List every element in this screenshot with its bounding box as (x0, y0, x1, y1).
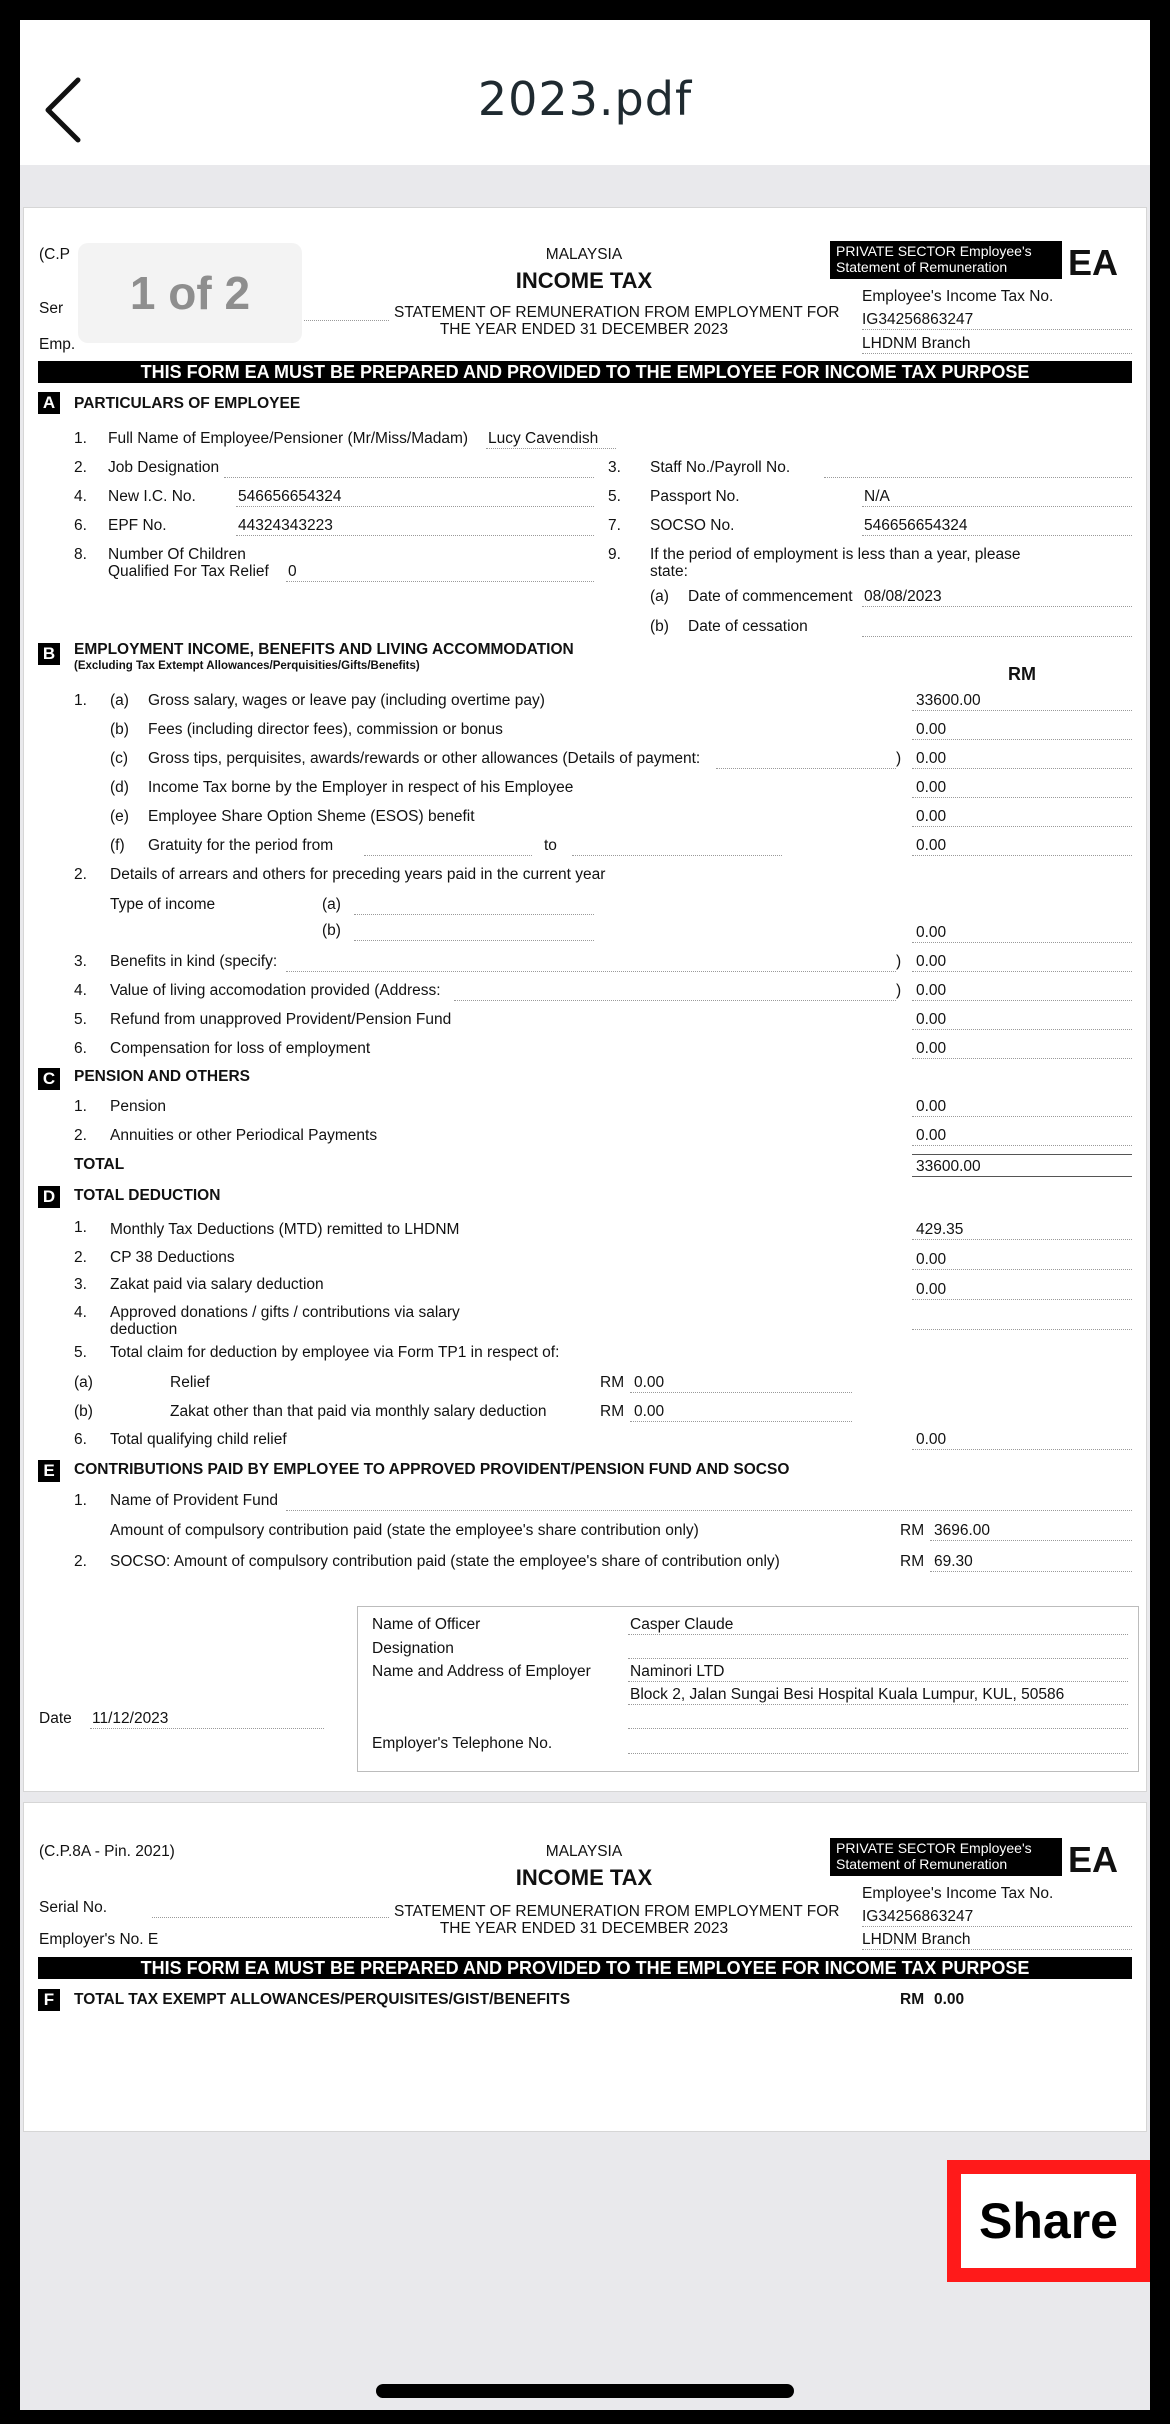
nav-bar (20, 20, 1150, 165)
private-box-line-2: Statement of Remuneration (836, 259, 1008, 275)
b-item-tag: (d) (110, 779, 129, 796)
children-value: 0 (288, 563, 297, 580)
employer-label-partial: Emp. (39, 336, 76, 353)
arrears-label: Details of arrears and others for preceding years paid in the current year (110, 866, 606, 883)
b-item-tag: (c) (110, 750, 129, 767)
private-box-line-1: PRIVATE SECTOR Employee's (836, 1840, 1032, 1856)
period-label-2: state: (650, 563, 688, 580)
item-number: 2. (74, 459, 87, 476)
b-item-label: Income Tax borne by the Employer in respect of his Employee (148, 779, 574, 796)
country-label: MALAYSIA (545, 1843, 623, 1860)
phone-label: Employer's Telephone No. (372, 1735, 553, 1752)
compensation-value: 0.00 (916, 1040, 947, 1057)
b-item-tag: (b) (110, 721, 129, 738)
child-relief-label: Total qualifying child relief (110, 1431, 287, 1448)
item-tag: (b) (74, 1403, 93, 1420)
item-tag: (a) (322, 896, 341, 913)
full-name-value: Lucy Cavendish (488, 430, 599, 447)
serial-no-label: Serial No. (39, 1899, 108, 1916)
item-number: 1. (74, 692, 87, 709)
section-f-title: TOTAL TAX EXEMPT ALLOWANCES/PERQUISITES/GIST/BENEFITS (74, 1991, 571, 2008)
form-ref-partial: (C.P (39, 246, 70, 263)
pension-label: Pension (110, 1098, 167, 1115)
document-title: 2023.pdf (477, 72, 693, 126)
item-number: 7. (608, 517, 621, 534)
serial-label-partial: Ser (39, 300, 64, 317)
tax-title: INCOME TAX (515, 268, 653, 293)
provident-fund-label: Name of Provident Fund (110, 1492, 279, 1509)
item-tag: (a) (74, 1374, 93, 1391)
relief-value: 0.00 (634, 1374, 665, 1391)
rm-label: RM (900, 1522, 925, 1539)
children-label-2: Qualified For Tax Relief (108, 563, 269, 580)
children-label-1: Number Of Children (108, 546, 246, 563)
item-number: 4. (74, 488, 87, 505)
item-tag: (b) (322, 922, 341, 939)
ea-label: EA (1068, 242, 1119, 283)
date-value: 11/12/2023 (92, 1710, 169, 1727)
living-label: Value of living accomodation provided (Address: (110, 982, 441, 999)
living-value: 0.00 (916, 982, 947, 999)
item-number: 1. (74, 1219, 87, 1236)
home-indicator[interactable] (376, 2384, 794, 2398)
annuities-label: Annuities or other Periodical Payments (110, 1127, 378, 1144)
section-e-title: CONTRIBUTIONS PAID BY EMPLOYEE TO APPROVED PROVIDENT/PENSION FUND AND SOCSO (74, 1461, 790, 1478)
fees-value: 0.00 (916, 721, 947, 738)
b-item-label: Fees (including director fees), commission or bonus (148, 721, 503, 738)
type-income-label: Type of income (110, 896, 216, 913)
item-number: 6. (74, 517, 87, 534)
section-f-value: 0.00 (934, 1991, 965, 2008)
form-banner: THIS FORM EA MUST BE PREPARED AND PROVIDED TO THE EMPLOYEE FOR INCOME TAX PURPOSE (38, 361, 1132, 383)
country-label: MALAYSIA (545, 246, 623, 263)
b-item-tag: (f) (110, 837, 125, 854)
section-d-letter: D (38, 1186, 60, 1208)
total-label: TOTAL (74, 1156, 125, 1173)
b-item-label: Gross salary, wages or leave pay (including overtime pay) (148, 692, 545, 709)
section-a-title: PARTICULARS OF EMPLOYEE (74, 395, 301, 412)
item-number: 3. (74, 953, 87, 970)
item-number: 3. (608, 459, 621, 476)
page-indicator: 1 of 2 (78, 243, 302, 343)
to-label: to (544, 837, 557, 854)
refund-label: Refund from unapproved Provident/Pension Fund (110, 1011, 452, 1028)
bik-label: Benefits in kind (specify: (110, 953, 278, 970)
designation-label: Designation (372, 1640, 454, 1657)
compulsory-value: 3696.00 (934, 1522, 991, 1539)
paren: ) (896, 750, 902, 767)
bik-value: 0.00 (916, 953, 947, 970)
paren: ) (896, 982, 902, 999)
date-label: Date (39, 1710, 72, 1727)
compensation-label: Compensation for loss of employment (110, 1040, 371, 1057)
section-b-subtitle: (Excluding Tax Extempt Allowances/Perquisities/Gifts/Benefits) (74, 660, 420, 672)
zakat-value: 0.00 (916, 1281, 947, 1298)
item-number: 5. (74, 1011, 87, 1028)
annuities-value: 0.00 (916, 1127, 947, 1144)
rm-header: RM (1008, 664, 1036, 684)
refund-value: 0.00 (916, 1011, 947, 1028)
item-number: 1. (74, 430, 87, 447)
pdf-viewer[interactable] (20, 165, 1150, 2410)
compulsory-label: Amount of compulsory contribution paid (state the employee's share contribution only) (110, 1522, 699, 1539)
gratuity-value: 0.00 (916, 837, 947, 854)
full-name-label: Full Name of Employee/Pensioner (Mr/Miss/Madam) (108, 430, 469, 447)
zakat-other-value: 0.00 (634, 1403, 665, 1420)
employer-address: Block 2, Jalan Sungai Besi Hospital Kuala Lumpur, KUL, 50586 (630, 1686, 1065, 1703)
employer-no-label: Employer's No. E (39, 1931, 159, 1948)
item-number: 5. (608, 488, 621, 505)
item-number: 4. (74, 1304, 87, 1321)
item-number: 2. (74, 1127, 87, 1144)
donation-label-2: deduction (110, 1321, 178, 1338)
passport-value: N/A (864, 488, 890, 505)
form-banner: THIS FORM EA MUST BE PREPARED AND PROVIDED TO THE EMPLOYEE FOR INCOME TAX PURPOSE (38, 1957, 1132, 1979)
pdf-page-1 (23, 207, 1147, 1792)
pension-value: 0.00 (916, 1098, 947, 1115)
item-number: 4. (74, 982, 87, 999)
section-a-letter: A (38, 392, 60, 414)
section-e-letter: E (38, 1460, 60, 1482)
esos-value: 0.00 (916, 808, 947, 825)
rm-label: RM (600, 1374, 625, 1391)
item-tag: (a) (650, 588, 669, 605)
arrears-value: 0.00 (916, 924, 947, 941)
item-number: 3. (74, 1276, 87, 1293)
passport-label: Passport No. (650, 488, 740, 505)
donation-label-1: Approved donations / gifts / contributions via salary (110, 1304, 460, 1321)
rm-label: RM (900, 1991, 925, 2008)
employee-tax-no-label: Employee's Income Tax No. (862, 1885, 1054, 1902)
tp1-label: Total claim for deduction by employee via Form TP1 in respect of: (110, 1344, 560, 1361)
private-sector-box (830, 241, 1062, 279)
employer-name: Naminori LTD (630, 1663, 725, 1680)
share-button[interactable]: Share (947, 2160, 1150, 2282)
private-box-line-1: PRIVATE SECTOR Employee's (836, 243, 1032, 259)
officer-name: Casper Claude (630, 1616, 734, 1633)
commencement-value: 08/08/2023 (864, 588, 942, 605)
employee-tax-no: IG34256863247 (862, 1908, 974, 1925)
lhdnm-branch: LHDNM Branch (862, 335, 971, 352)
item-number: 8. (74, 546, 87, 563)
statement-line-1: STATEMENT OF REMUNERATION FROM EMPLOYMENT FOR (394, 1903, 840, 1920)
section-b-letter: B (38, 643, 60, 665)
job-designation-label: Job Designation (108, 459, 220, 476)
ea-label: EA (1068, 1839, 1119, 1880)
cp38-label: CP 38 Deductions (110, 1249, 235, 1266)
epf-no-value: 44324343223 (238, 517, 333, 534)
rm-label: RM (600, 1403, 625, 1420)
lhdnm-branch: LHDNM Branch (862, 1931, 971, 1948)
item-number: 5. (74, 1344, 87, 1361)
item-number: 1. (74, 1492, 87, 1509)
tips-value: 0.00 (916, 750, 947, 767)
officer-label: Name of Officer (372, 1616, 481, 1633)
item-number: 2. (74, 1249, 87, 1266)
staff-no-label: Staff No./Payroll No. (650, 459, 791, 476)
employee-tax-no-label: Employee's Income Tax No. (862, 288, 1054, 305)
b-item-label: Employee Share Option Sheme (ESOS) benefit (148, 808, 475, 825)
item-number: 9. (608, 546, 621, 563)
section-c-letter: C (38, 1068, 60, 1090)
socso-contribution-value: 69.30 (934, 1553, 973, 1570)
private-sector-box (830, 1838, 1062, 1876)
item-number: 2. (74, 1553, 87, 1570)
section-b-title: EMPLOYMENT INCOME, BENEFITS AND LIVING ACCOMMODATION (74, 641, 574, 658)
gross-salary-value: 33600.00 (916, 692, 981, 709)
mtd-value: 429.35 (916, 1221, 964, 1238)
section-f-letter: F (38, 1989, 60, 2011)
ic-no-value: 546656654324 (238, 488, 342, 505)
item-tag: (b) (650, 618, 669, 635)
item-number: 6. (74, 1431, 87, 1448)
employer-label: Name and Address of Employer (372, 1663, 591, 1680)
phone-screen (20, 20, 1150, 2410)
commencement-label: Date of commencement (688, 588, 853, 605)
section-c-title: PENSION AND OTHERS (74, 1068, 250, 1085)
zakat-label: Zakat paid via salary deduction (110, 1276, 324, 1293)
socso-no-value: 546656654324 (864, 517, 968, 534)
total-value: 33600.00 (916, 1158, 981, 1175)
socso-no-label: SOCSO No. (650, 517, 735, 534)
mtd-label: Monthly Tax Deductions (MTD) remitted to LHDNM (110, 1221, 460, 1238)
epf-no-label: EPF No. (108, 517, 167, 534)
item-number: 6. (74, 1040, 87, 1057)
cessation-label: Date of cessation (688, 618, 808, 635)
pdf-page-2 (23, 1802, 1147, 2132)
section-d-title: TOTAL DEDUCTION (74, 1187, 221, 1204)
statement-line-2: THE YEAR ENDED 31 DECEMBER 2023 (439, 321, 729, 338)
employee-tax-no: IG34256863247 (862, 311, 974, 328)
b-item-label: Gratuity for the period from (148, 837, 334, 854)
b-item-label: Gross tips, perquisites, awards/rewards or other allowances (Details of payment: (148, 750, 701, 767)
ic-no-label: New I.C. No. (108, 488, 196, 505)
child-relief-value: 0.00 (916, 1431, 947, 1448)
cp38-value: 0.00 (916, 1251, 947, 1268)
relief-label: Relief (170, 1374, 210, 1391)
b-item-tag: (e) (110, 808, 129, 825)
rm-label: RM (900, 1553, 925, 1570)
statement-line-2: THE YEAR ENDED 31 DECEMBER 2023 (439, 1920, 729, 1937)
socso-contribution-label: SOCSO: Amount of compulsory contribution paid (state the employee's share of contribution only) (110, 1553, 780, 1570)
tax-borne-value: 0.00 (916, 779, 947, 796)
zakat-other-label: Zakat other than that paid via monthly salary deduction (170, 1403, 547, 1420)
b-item-tag: (a) (110, 692, 129, 709)
paren: ) (896, 953, 902, 970)
item-number: 2. (74, 866, 87, 883)
period-label-1: If the period of employment is less than a year, please (650, 546, 1021, 563)
tax-title: INCOME TAX (515, 1865, 653, 1890)
private-box-line-2: Statement of Remuneration (836, 1856, 1008, 1872)
item-number: 1. (74, 1098, 87, 1115)
form-ref: (C.P.8A - Pin. 2021) (39, 1843, 175, 1860)
statement-line-1: STATEMENT OF REMUNERATION FROM EMPLOYMENT FOR (394, 304, 840, 321)
